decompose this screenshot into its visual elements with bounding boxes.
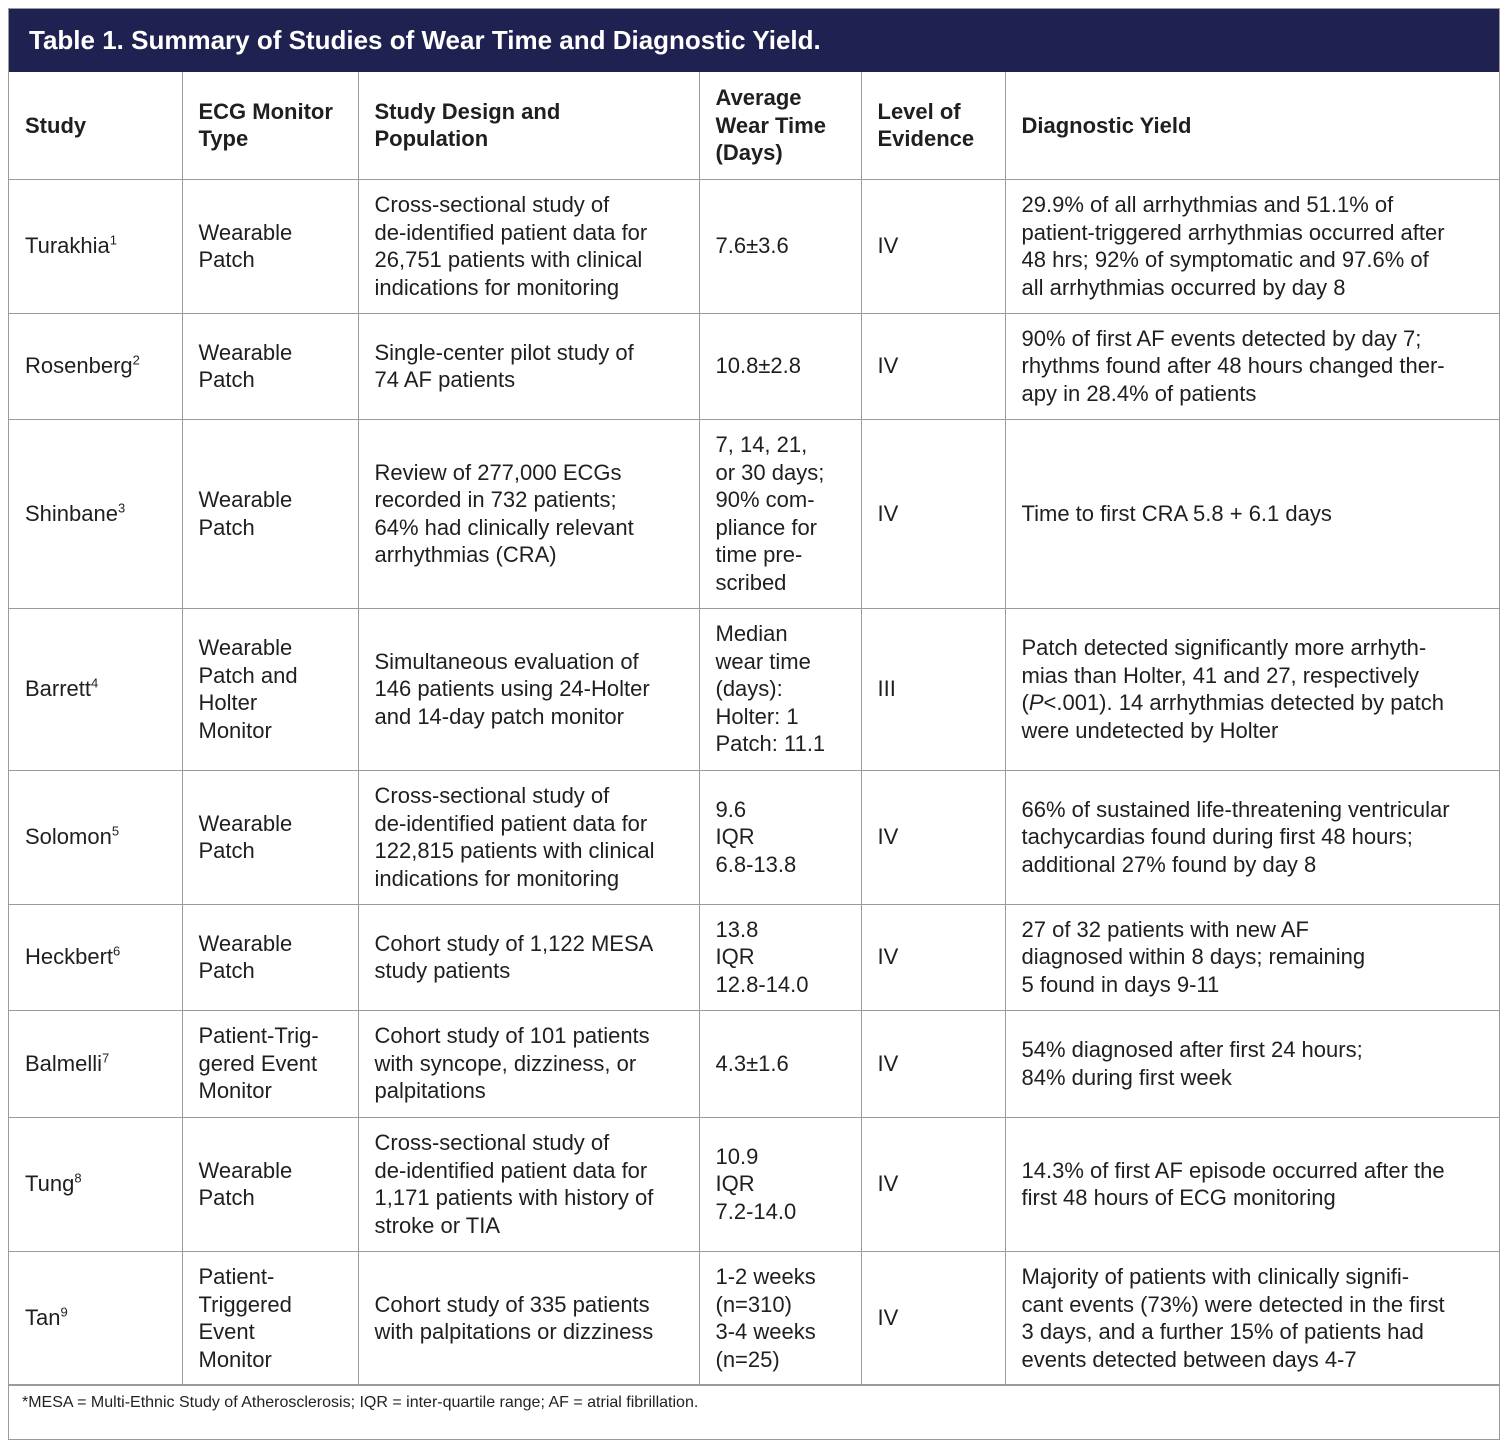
- studies-table: [9, 72, 1499, 1386]
- cell-wear-time: 7, 14, 21, or 30 days; 90% com- pliance for time pre- scribed: [699, 419, 861, 608]
- cell-evidence: IV: [861, 1251, 1005, 1385]
- cell-study: Tung$^8$: [9, 1117, 182, 1251]
- cell-evidence: IV: [861, 1117, 1005, 1251]
- cell-monitor-type: Wearable Patch: [182, 1117, 358, 1251]
- cell-yield: Time to first CRA 5.8 + 6.1 days: [1005, 419, 1499, 608]
- cell-yield: 66% of sustained life-threatening ventricular tachycardias found during first 48 hours; additional 27% found by day 8: [1005, 770, 1499, 904]
- cell-study: Tan$^9$: [9, 1251, 182, 1385]
- footnote-divider: [8, 1384, 1500, 1385]
- table-frame: [8, 8, 1500, 1440]
- cell-wear-time: 10.9 IQR 7.2-14.0: [699, 1117, 861, 1251]
- table-row: [9, 419, 1499, 608]
- cell-design: Cohort study of 1,122 MESA study patients: [358, 904, 699, 1010]
- cell-design: Simultaneous evaluation of 146 patients using 24-Holter and 14-day patch monitor: [358, 608, 699, 770]
- cell-design: Cross-sectional study of de-identified patient data for 122,815 patients with clinical indications for monitoring: [358, 770, 699, 904]
- cell-wear-time: 7.6±3.6: [699, 179, 861, 313]
- cell-monitor-type: Wearable Patch: [182, 419, 358, 608]
- cell-monitor-type: Patient-Trig- gered Event Monitor: [182, 1010, 358, 1117]
- cell-evidence: IV: [861, 904, 1005, 1010]
- cell-study: Barrett$^4$: [9, 608, 182, 770]
- table-row: [9, 313, 1499, 419]
- cell-yield: 90% of first AF events detected by day 7; rhythms found after 48 hours changed ther- apy in 28.4% of patients: [1005, 313, 1499, 419]
- cell-design: Cross-sectional study of de-identified patient data for 1,171 patients with history of stroke or TIA: [358, 1117, 699, 1251]
- cell-study: Balmelli$^7$: [9, 1010, 182, 1117]
- cell-wear-time: 4.3±1.6: [699, 1010, 861, 1117]
- cell-wear-time: 1-2 weeks (n=310) 3-4 weeks (n=25): [699, 1251, 861, 1385]
- header-yield: Diagnostic Yield: [1005, 72, 1499, 179]
- cell-evidence: IV: [861, 770, 1005, 904]
- cell-evidence: IV: [861, 419, 1005, 608]
- table-title: Table 1. Summary of Studies of Wear Time and Diagnostic Yield.: [9, 9, 1499, 72]
- cell-wear-time: 13.8 IQR 12.8-14.0: [699, 904, 861, 1010]
- cell-yield: Majority of patients with clinically signifi- cant events (73%) were detected in the first 3 days, and a further 15% of patients had events detected between days 4-7: [1005, 1251, 1499, 1385]
- cell-yield: Patch detected significantly more arrhyth- mias than Holter, 41 and 27, respectively (P<.001). 14 arrhythmias detected by patch were undetected by Holter: [1005, 608, 1499, 770]
- table-row: [9, 904, 1499, 1010]
- table-row: [9, 1251, 1499, 1385]
- cell-study: Turakhia$^1$: [9, 179, 182, 313]
- cell-study: Solomon$^5$: [9, 770, 182, 904]
- cell-monitor-type: Wearable Patch: [182, 313, 358, 419]
- table-row: [9, 1117, 1499, 1251]
- cell-study: Heckbert$^6$: [9, 904, 182, 1010]
- cell-design: Cross-sectional study of de-identified patient data for 26,751 patients with clinical indications for monitoring: [358, 179, 699, 313]
- table-row: [9, 1010, 1499, 1117]
- cell-study: Shinbane$^3$: [9, 419, 182, 608]
- cell-design: Review of 277,000 ECGs recorded in 732 patients; 64% had clinically relevant arrhythmias (CRA): [358, 419, 699, 608]
- cell-yield: 14.3% of first AF episode occurred after the first 48 hours of ECG monitoring: [1005, 1117, 1499, 1251]
- table-row: [9, 608, 1499, 770]
- cell-study: Rosenberg$^2$: [9, 313, 182, 419]
- table-row: [9, 179, 1499, 313]
- cell-monitor-type: Patient- Triggered Event Monitor: [182, 1251, 358, 1385]
- cell-wear-time: 10.8±2.8: [699, 313, 861, 419]
- cell-monitor-type: Wearable Patch: [182, 179, 358, 313]
- cell-design: Cohort study of 101 patients with syncope, dizziness, or palpitations: [358, 1010, 699, 1117]
- cell-design: Cohort study of 335 patients with palpitations or dizziness: [358, 1251, 699, 1385]
- header-wear-time: Average Wear Time (Days): [699, 72, 861, 179]
- table-row: [9, 770, 1499, 904]
- cell-evidence: III: [861, 608, 1005, 770]
- cell-wear-time: Median wear time (days): Holter: 1 Patch: 11.1: [699, 608, 861, 770]
- cell-monitor-type: Wearable Patch: [182, 770, 358, 904]
- header-study: Study: [9, 72, 182, 179]
- cell-evidence: IV: [861, 1010, 1005, 1117]
- cell-monitor-type: Wearable Patch: [182, 904, 358, 1010]
- cell-yield: 29.9% of all arrhythmias and 51.1% of patient-triggered arrhythmias occurred after 48 hrs; 92% of symptomatic and 97.6% of all arrhythmias occurred by day 8: [1005, 179, 1499, 313]
- cell-monitor-type: Wearable Patch and Holter Monitor: [182, 608, 358, 770]
- table-footnote: *MESA = Multi-Ethnic Study of Atherosclerosis; IQR = inter-quartile range; AF = atrial fibrillation.: [22, 1394, 699, 1411]
- header-design: Study Design and Population: [358, 72, 699, 179]
- header-row: [9, 72, 1499, 179]
- cell-yield: 27 of 32 patients with new AF diagnosed within 8 days; remaining 5 found in days 9-11: [1005, 904, 1499, 1010]
- cell-evidence: IV: [861, 313, 1005, 419]
- cell-yield: 54% diagnosed after first 24 hours; 84% during first week: [1005, 1010, 1499, 1117]
- cell-evidence: IV: [861, 179, 1005, 313]
- header-monitor-type: ECG Monitor Type: [182, 72, 358, 179]
- cell-wear-time: 9.6 IQR 6.8-13.8: [699, 770, 861, 904]
- cell-design: Single-center pilot study of 74 AF patients: [358, 313, 699, 419]
- header-evidence: Level of Evidence: [861, 72, 1005, 179]
